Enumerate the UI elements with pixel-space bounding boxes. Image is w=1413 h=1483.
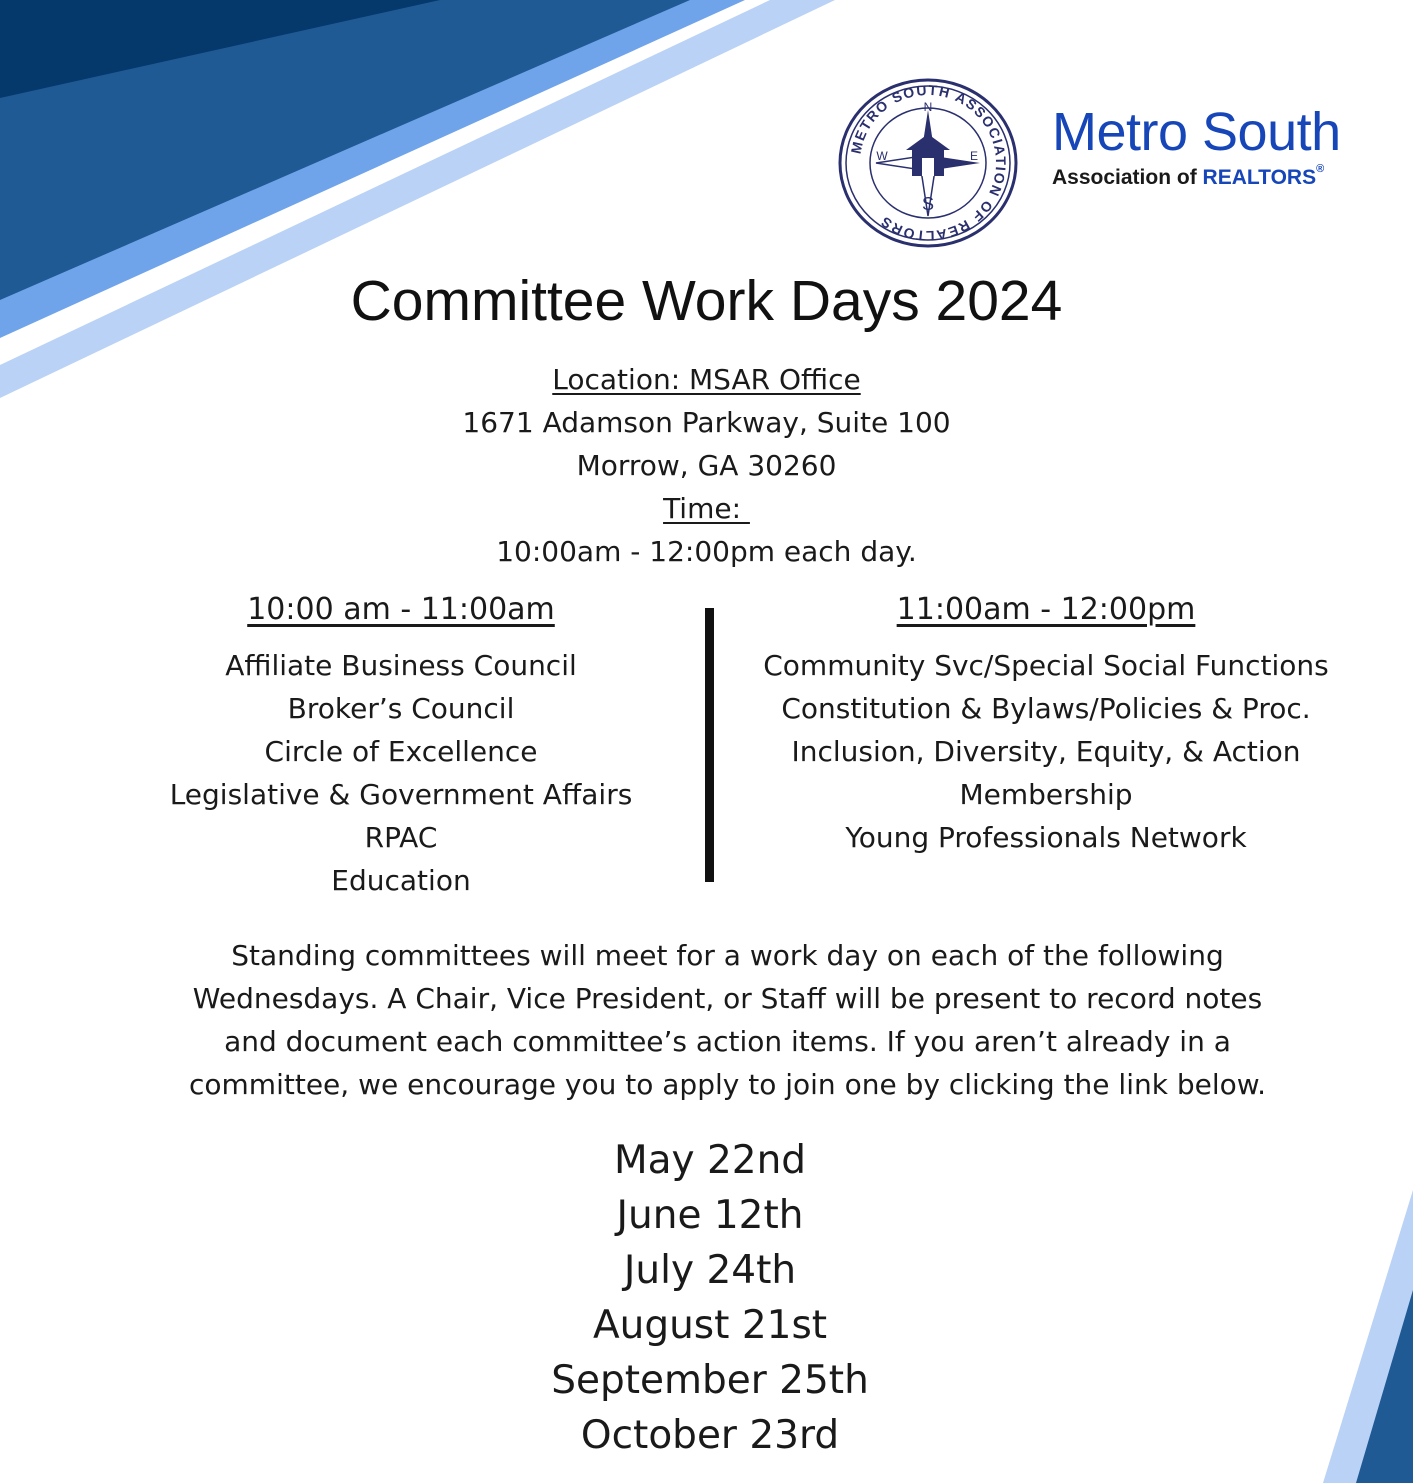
registered-mark: ® [1316, 163, 1325, 175]
session-time-heading: 11:00am - 12:00pm [896, 592, 1196, 627]
meeting-dates-list [0, 1133, 1413, 1463]
location-info [0, 358, 1413, 573]
description-line: Standing committees will meet for a work day on each of the following [231, 939, 1224, 972]
committee-item: Circle of Excellence [264, 735, 538, 768]
description-line: and document each committee’s action items. If you aren’t already in a [224, 1025, 1231, 1058]
association-seal-logo [838, 78, 1018, 248]
meeting-date: September 25th [551, 1358, 869, 1403]
committee-item: Affiliate Business Council [225, 649, 577, 682]
committee-item: RPAC [364, 821, 438, 854]
committee-item: Constitution & Bylaws/Policies & Proc. [781, 692, 1311, 725]
meeting-date: August 21st [592, 1303, 828, 1348]
committee-item: Legislative & Government Affairs [169, 778, 633, 811]
svg-text:W: W [876, 149, 888, 163]
svg-text:METRO SOUTH ASSOCIATION OF REA: METRO SOUTH ASSOCIATION OF REALTORS [847, 81, 1010, 245]
session-column-first [71, 590, 731, 902]
meeting-date: October 23rd [580, 1413, 840, 1458]
committee-item: Broker’s Council [287, 692, 515, 725]
description-line: Wednesdays. A Chair, Vice President, or Staff will be present to record notes [192, 982, 1263, 1015]
svg-text:S: S [921, 194, 935, 214]
committee-item: Education [331, 864, 471, 897]
svg-text:N: N [923, 100, 933, 114]
column-divider [705, 608, 714, 882]
brand-subtitle [1052, 163, 1341, 190]
committee-item: Young Professionals Network [845, 821, 1247, 854]
committee-item: Community Svc/Special Social Functions [763, 649, 1329, 682]
brand-sub-accent: REALTORS [1202, 166, 1317, 189]
session-time-heading: 10:00 am - 11:00am [247, 592, 555, 627]
brand-name: Metro South [1052, 102, 1341, 162]
session-column-second [716, 590, 1376, 859]
page-title: Committee Work Days 2024 [350, 269, 1063, 333]
brand-wordmark [1052, 104, 1341, 190]
svg-text:E: E [969, 149, 979, 163]
address-line-2: Morrow, GA 30260 [576, 449, 837, 482]
time-label: Time: [663, 492, 750, 525]
description-paragraph [140, 934, 1315, 1106]
brand-sub-prefix: Association of [1052, 166, 1203, 189]
committee-item: Inclusion, Diversity, Equity, & Action [791, 735, 1301, 768]
address-line-1: 1671 Adamson Parkway, Suite 100 [462, 406, 951, 439]
meeting-date: May 22nd [613, 1138, 807, 1183]
committee-item: Membership [959, 778, 1133, 811]
location-label: Location: MSAR Office [552, 363, 861, 396]
time-value: 10:00am - 12:00pm each day. [496, 535, 917, 568]
meeting-date: June 12th [616, 1193, 804, 1238]
meeting-date: July 24th [623, 1248, 797, 1293]
description-line: committee, we encourage you to apply to join one by clicking the link below. [189, 1068, 1266, 1101]
